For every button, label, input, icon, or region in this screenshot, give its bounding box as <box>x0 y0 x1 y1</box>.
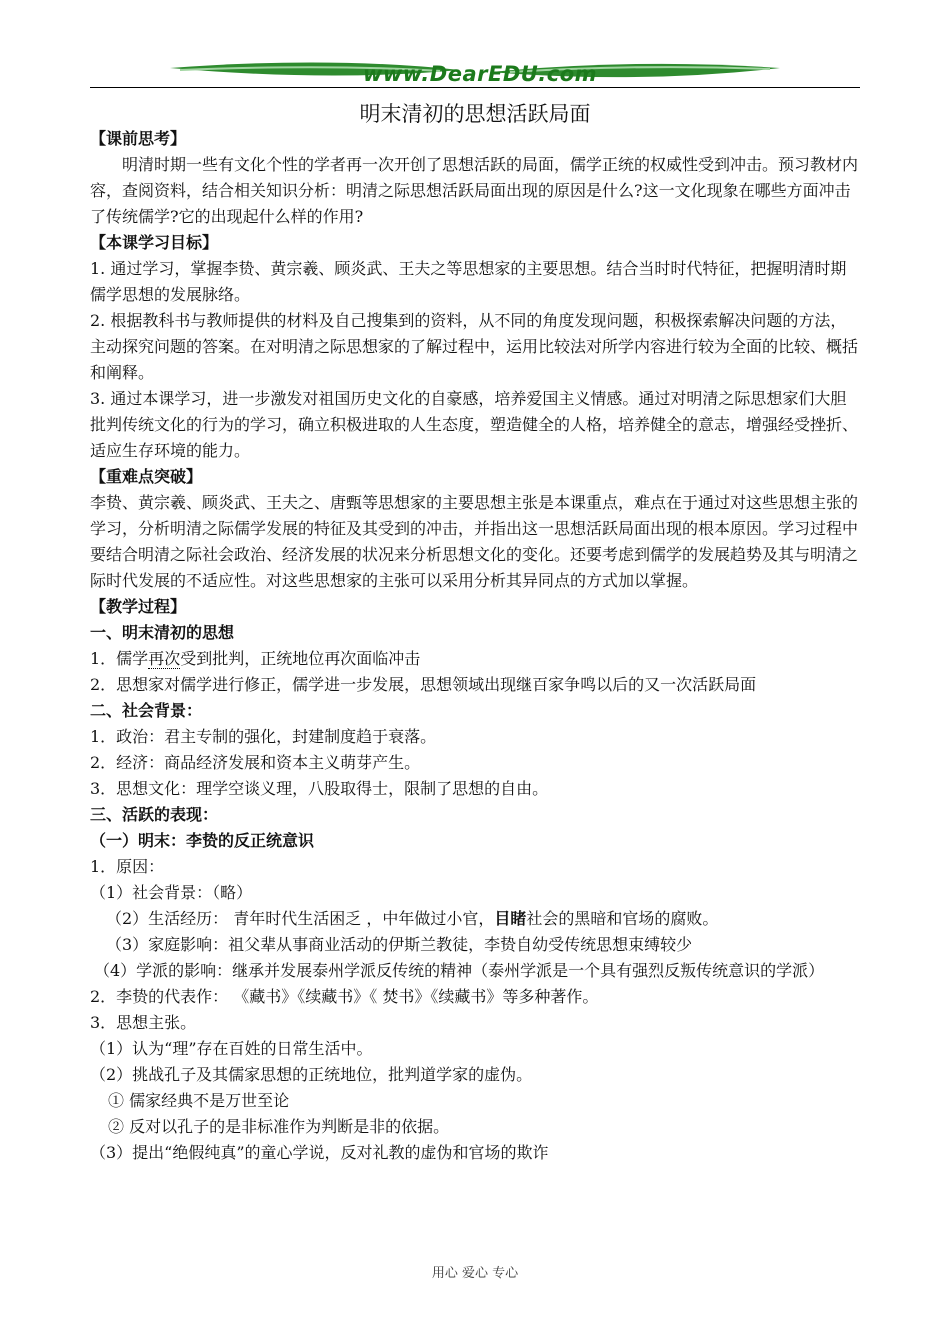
cause-item-4: （4）学派的影响：继承并发展泰州学派反传统的精神（泰州学派是一个具有强烈反叛传统意识的学派） <box>94 961 825 980</box>
cause-item-2-post: 社会的黑暗和官场的腐败。 <box>526 909 719 928</box>
cause-item-2-pre: （2）生活经历： 青年时代生活困乏 ，中年做过小官， <box>106 909 495 928</box>
page-footer: 用心 爱心 专心 <box>431 1266 519 1281</box>
cause-item-3: （3）家庭影响：祖父辈从事商业活动的伊斯兰教徒，李贽自幼受传统思想束缚较少 <box>106 935 693 954</box>
works-item: 2．李贽的代表作： 《藏书》《续藏书》《 焚书》《续藏书》等多种著作。 <box>90 987 599 1006</box>
part1-item-1-emphasis: 再次 <box>148 649 181 668</box>
part3-heading: 三、活跃的表现： <box>90 805 219 824</box>
goals-heading: 【本课学习目标】 <box>90 233 219 252</box>
part2-heading: 二、社会背景： <box>90 701 203 720</box>
part3-sub-heading: （一）明末：李贽的反正统意识 <box>90 831 315 850</box>
part2-item-3: 3．思想文化：理学空谈义理，八股取得士，限制了思想的自由。 <box>90 779 549 798</box>
part1-item-1-pre: 1．儒学 <box>90 649 149 668</box>
goal-item-2: 2. 根据教科书与教师提供的材料及自己搜集到的资料，从不同的角度发现问题，积极探索解决问题的方法，主动探究问题的答案。在对明清之际思想家的了解过程中，运用比较法对所学内容进行较为全面的比较、概括和阐释。 <box>90 311 859 382</box>
header-divider <box>90 87 860 88</box>
idea-item-2b: ② 反对以孔子的是非标准作为判断是非的依据。 <box>108 1117 450 1136</box>
goal-item-3: 3. 通过本课学习，进一步激发对祖国历史文化的自豪感，培养爱国主义情感。通过对明清之际思想家们大胆批判传统文化的行为的学习，确立积极进取的人生态度，塑造健全的人格，培养健全的意志，增强经受挫折、适应生存环境的能力。 <box>90 389 859 460</box>
part2-item-1: 1．政治：君主专制的强化，封建制度趋于衰落。 <box>90 727 437 746</box>
pre-class-text: 明清时期一些有文化个性的学者再一次开创了思想活跃的局面，儒学正统的权威性受到冲击。预习教材内容，查阅资料，结合相关知识分析：明清之际思想活跃局面出现的原因是什么?这一文化现象在哪些方面冲击了传统儒学?它的出现起什么样的作用? <box>90 155 859 226</box>
document-body <box>90 126 860 1166</box>
pre-class-heading: 【课前思考】 <box>90 129 187 148</box>
idea-item-2a: ① 儒家经典不是万世至论 <box>108 1091 290 1110</box>
part2-item-2: 2．经济：商品经济发展和资本主义萌芽产生。 <box>90 753 421 772</box>
key-points-text: 李贽、黄宗羲、顾炎武、王夫之、唐甄等思想家的主要思想主张是本课重点，难点在于通过对这些思想主张的学习，分析明清之际儒学发展的特征及其受到的冲击，并指出这一思想活跃局面出现的根本原因。学习过程中要结合明清之际社会政治、经济发展的状况来分析思想文化的变化。还要考虑到儒学的发展趋势及其与明清之际时代发展的不适应性。对这些思想家的主张可以采用分析其异同点的方式加以掌握。 <box>90 493 859 590</box>
goal-item-1: 1. 通过学习，掌握李贽、黄宗羲、顾炎武、王夫之等思想家的主要思想。结合当时时代特征，把握明清时期儒学思想的发展脉络。 <box>90 259 847 304</box>
page-title: 明末清初的思想活跃局面 <box>359 102 591 126</box>
part1-heading: 一、明末清初的思想 <box>90 623 235 642</box>
idea-item-1: （1）认为“理”存在百姓的日常生活中。 <box>90 1039 373 1058</box>
part1-item-1-post: 受到批判，正统地位再次面临冲击 <box>180 649 421 668</box>
idea-item-3: （3）提出“绝假纯真”的童心学说，反对礼教的虚伪和官场的欺诈 <box>90 1143 549 1162</box>
part1-item-1 <box>90 646 860 672</box>
cause-heading: 1．原因： <box>90 857 165 876</box>
site-name: www.DearEDU.com <box>362 62 598 86</box>
key-points-heading: 【重难点突破】 <box>90 467 203 486</box>
cause-item-2-bold: 目睹 <box>494 909 527 928</box>
part1-item-2: 2．思想家对儒学进行修正，儒学进一步发展，思想领域出现继百家争鸣以后的又一次活跃局面 <box>90 675 757 694</box>
process-heading: 【教学过程】 <box>90 597 187 616</box>
ideas-heading: 3．思想主张。 <box>90 1013 197 1032</box>
cause-item-2 <box>90 906 860 932</box>
cause-item-1: （1）社会背景：（略） <box>90 883 253 902</box>
idea-item-2: （2）挑战孔子及其儒家思想的正统地位，批判道学家的虚伪。 <box>90 1065 533 1084</box>
